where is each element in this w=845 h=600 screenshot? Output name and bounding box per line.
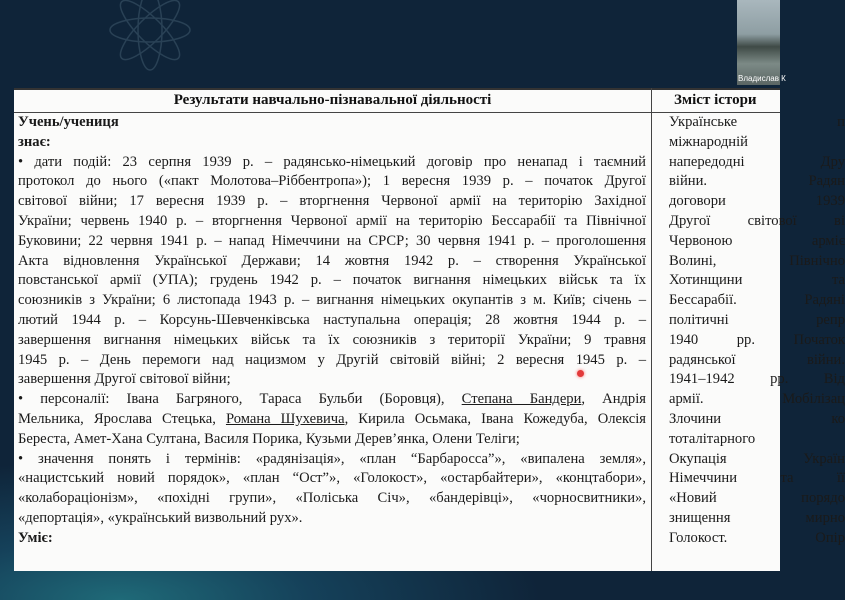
text-line <box>18 311 646 331</box>
text-segment: Учень/учениця <box>18 114 119 130</box>
text-line <box>18 212 646 232</box>
header-results: Результати навчально-пізнавальної діяльності <box>173 92 492 108</box>
text-segment: • персоналії: Івана Багряного, Тараса Бульби (Боровця), <box>18 391 462 408</box>
text-line <box>18 331 646 351</box>
text-line <box>18 252 646 272</box>
text-segment: лютий 1944 р. – Корсунь-Шевченківська наступальна операція; 28 жовтня 1944 р. – <box>18 311 646 328</box>
text-segment: Уміє: <box>18 529 53 546</box>
text-segment: 1945 р. – День перемоги над нацизмом у Другій світовій війні; 2 вересня 1945 р. – <box>18 351 646 368</box>
text-line <box>18 370 646 390</box>
text-segment: повстанської армії (УПА); грудень 1942 р. – початок вигнання німецьких військ та їх <box>18 272 646 289</box>
results-column <box>18 113 646 549</box>
column-divider <box>651 88 652 571</box>
text-line: Німеччини та її <box>669 470 845 487</box>
text-line: напередодні Дру <box>669 153 845 170</box>
text-line <box>18 271 646 291</box>
text-segment: України; червень 1940 р. – вторгнення Червоної армії на територію Бессарабії та Північної <box>18 212 646 229</box>
text-segment: «колабораціонізм», «похідні групи», «Поліська Січ», «бандерівці», «чорносвитники», <box>18 490 646 507</box>
text-line: політичні репр <box>669 311 845 328</box>
header-content: Зміст істори <box>674 92 757 108</box>
text-line: тоталітарного <box>669 430 756 447</box>
text-line: Червоною арміє <box>669 232 845 249</box>
text-segment: протокол до нього («пакт Молотова–Ріббентропа»); 1 вересня 1939 р. – початок Другої <box>18 173 646 190</box>
watermark-logo <box>70 0 230 90</box>
text-line <box>18 509 646 529</box>
text-line: 1940 рр. Початок <box>669 331 845 348</box>
text-line: Українське п <box>669 114 845 130</box>
text-segment: союзників з України; 6 листопада 1943 р. – вигнання німецьких окупантів з м. Київ; січень – <box>18 292 646 309</box>
table-header <box>14 88 780 113</box>
text-line <box>18 430 646 450</box>
text-segment: Акта відновлення Української Держави; 14 жовтня 1942 р. – створення Української <box>18 252 646 269</box>
content-column <box>655 113 845 549</box>
text-line: радянської війни. <box>669 351 845 368</box>
text-line: «Новий порядо <box>669 490 845 507</box>
text-line: Другої світової ві <box>669 212 845 229</box>
text-line <box>18 410 646 430</box>
text-line: Голокост. Опір <box>669 529 845 546</box>
text-line <box>18 133 646 153</box>
text-line <box>18 232 646 252</box>
text-segment: Мельника, Ярослава Стецька, <box>18 410 226 427</box>
text-segment: • значення понять і термінів: «радянізація», «план “Барбаросса”», «випалена земля», <box>18 450 646 467</box>
text-line: війни. Радян <box>669 173 845 190</box>
text-line: армії. Мобілізац <box>669 391 845 408</box>
text-line <box>18 153 646 173</box>
text-segment: • дати подій: 23 серпня 1939 р. – радянсько-німецький договір про ненапад і таємний <box>18 153 646 170</box>
text-line: Бессарабії. Радяні <box>669 292 845 309</box>
text-line <box>18 192 646 212</box>
text-line: Волині, Північно <box>669 252 845 269</box>
pointer-cursor <box>577 370 584 377</box>
text-line <box>18 390 646 410</box>
text-line <box>18 489 646 509</box>
text-line: 1941–1942 рр. Від <box>669 371 845 388</box>
text-line <box>18 172 646 192</box>
text-line: Злочини ко <box>669 410 845 427</box>
underlined-name: Романа Шухевича <box>225 410 345 427</box>
text-line <box>18 291 646 311</box>
text-line <box>18 469 646 489</box>
text-segment: Береста, Амет-Хана Султана, Василя Порика, Кузьми Дерев’янка, Олени Теліги; <box>18 430 520 447</box>
text-line: Окупація Україн <box>669 450 845 467</box>
text-line: знищення мирно <box>669 509 845 526</box>
participant-name: Владислав К <box>738 74 786 83</box>
text-segment: «нацистський новий порядок», «план “Ост”», «Голокост», «остарбайтери», «концтабори», <box>18 470 646 487</box>
shared-document <box>14 88 845 571</box>
text-segment: світової війни; 17 вересня 1939 р. – вторгнення Червоної армії на територію Західної <box>18 193 646 210</box>
text-line: міжнародній <box>669 133 748 150</box>
text-segment: завершення вигнання німецьких військ та їх союзників з території України; 9 травня <box>18 331 646 348</box>
text-line: Хотинщини та <box>669 272 845 289</box>
text-line <box>18 450 646 470</box>
participant-video-thumbnail[interactable] <box>737 0 786 85</box>
underlined-name: Степана Бандери <box>461 391 582 408</box>
text-line <box>18 113 646 133</box>
text-segment: завершення Другої світової війни; <box>18 371 231 388</box>
text-segment: , Кирила Осьмака, Івана Кожедуба, Олексія <box>344 410 646 427</box>
text-segment: Буковини; 22 червня 1941 р. – напад Німеччини на СРСР; 30 червня 1941 р. – проголошення <box>18 232 646 249</box>
text-segment: знає: <box>18 133 51 150</box>
text-line <box>18 529 646 549</box>
text-line: договори 1939 <box>669 193 845 210</box>
text-segment: , Андрія <box>581 391 647 408</box>
text-line <box>18 351 646 371</box>
text-segment: «депортація», «український визвольний рух». <box>18 509 303 526</box>
